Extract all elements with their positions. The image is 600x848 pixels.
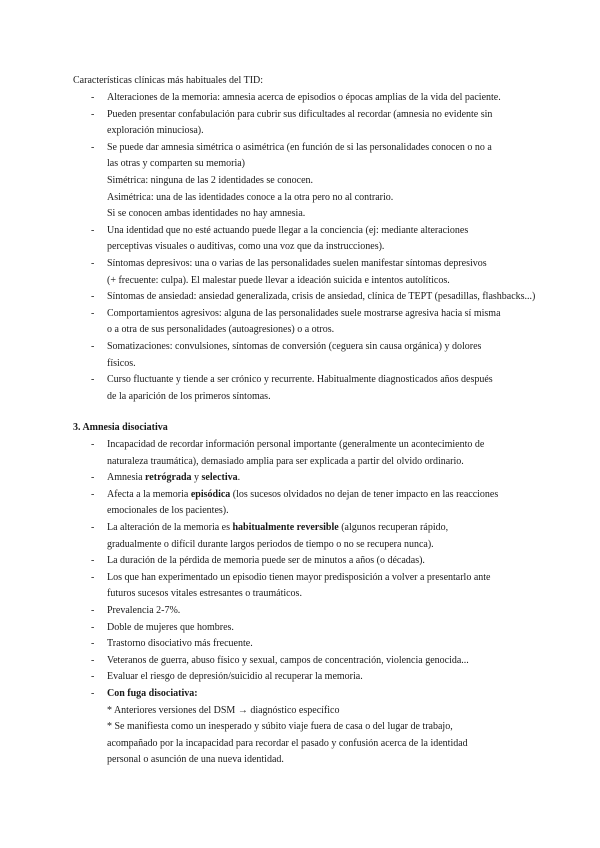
list-item: - Pueden presentar confabulación para cubrir sus dificultades al recordar (amnesia no evidente sin exploración minuciosa). [91, 108, 493, 137]
list-item: - Comportamientos agresivos: alguna de las personalidades suele mostrarse agresiva hacia sí misma o a otra de sus personalidades (autoagresiones) o a otros. [91, 307, 501, 336]
list-item: - La duración de la pérdida de memoria puede ser de minutos a años (o décadas). [91, 555, 425, 567]
list-item: - Afecta a la memoria episódica (los sucesos olvidados no dejan de tener impacto en las reacciones emocionales de los pacientes). [91, 488, 499, 517]
list-item: - Curso fluctuante y tiende a ser crónico y recurrente. Habitualmente diagnosticados años después de la aparición de los primeros síntomas. [91, 374, 493, 402]
list-item: - Trastorno disociativo más frecuente. [91, 638, 253, 650]
section-heading-amnesia: 3. Amnesia disociativa [73, 422, 168, 433]
list-item: - Alteraciones de la memoria: amnesia acerca de episodios o épocas amplias de la vida del paciente. [91, 92, 501, 103]
list-item: - Síntomas depresivos: una o varias de las personalidades suelen manifestar síntomas depresivos (+ frecuente: culpa). El malestar puede llevar a ideación suicida e intentos autolíticos. [91, 257, 487, 286]
list-item: - Evaluar el riesgo de depresión/suicidio al recuperar la memoria. [91, 671, 363, 683]
tid-heading: Características clínicas más habituales del TID: [73, 75, 264, 86]
list-item: - Síntomas de ansiedad: ansiedad generalizada, crisis de ansiedad, clínica de TEPT (pesadillas, flashbacks...) [91, 291, 536, 303]
tid-symptom-list [0, 90, 600, 405]
list-item: - La alteración de la memoria es habitualmente reversible (algunos recuperan rápido, gradualmente o difícil durante largos periodos de tiempo o no se recupera nunca). [91, 521, 449, 550]
list-item: - Una identidad que no esté actuando puede llegar a la conciencia (ej: mediante alteraciones perceptivas visuales o auditivas, como una voz que da instrucciones). [91, 224, 469, 253]
subheading-fuga-disociativa: Con fuga disociativa: [107, 687, 198, 699]
list-item: - Doble de mujeres que hombres. [91, 621, 234, 633]
list-item: - Los que han experimentado un episodio tienen mayor predisposición a volver a presentarlo ante futuros sucesos vitales estresantes o traumáticos. [91, 571, 491, 600]
list-item: - Con fuga disociativa: * Anteriores versiones del DSM → diagnóstico específico * Se manifiesta como un inesperado y súbito viaje fuera de casa o del lugar de trabajo, acompañado por la incapacidad para recordar el pasado y confusión acerca de la identidad personal o asunción de una nueva identidad. [0, 686, 600, 769]
list-item: - Somatizaciones: convulsiones, síntomas de conversión (ceguera sin causa orgánica) y dolores físicos. [91, 340, 482, 369]
amnesia-list [0, 437, 600, 769]
list-item: - Prevalencia 2-7%. [91, 604, 181, 616]
list-item: - Se puede dar amnesia simétrica o asimétrica (en función de si las personalidades conocen o no a las otras y comparten su memoria) Simétrica: ninguna de las 2 identidades se conocen. Asimétrica: una de las identidades conoce a la otra pero no al contrario. Si se conocen ambas identidades no hay amnesia. [91, 141, 492, 220]
list-item: - Veteranos de guerra, abuso físico y sexual, campos de concentración, violencia genocida... [91, 654, 469, 666]
list-item: - Amnesia retrógrada y selectiva. [91, 472, 241, 484]
list-item: - Incapacidad de recordar información personal importante (generalmente un acontecimiento de naturaleza traumática), demasiado amplia para ser explicada a partir del olvido ordinario. [91, 439, 485, 467]
